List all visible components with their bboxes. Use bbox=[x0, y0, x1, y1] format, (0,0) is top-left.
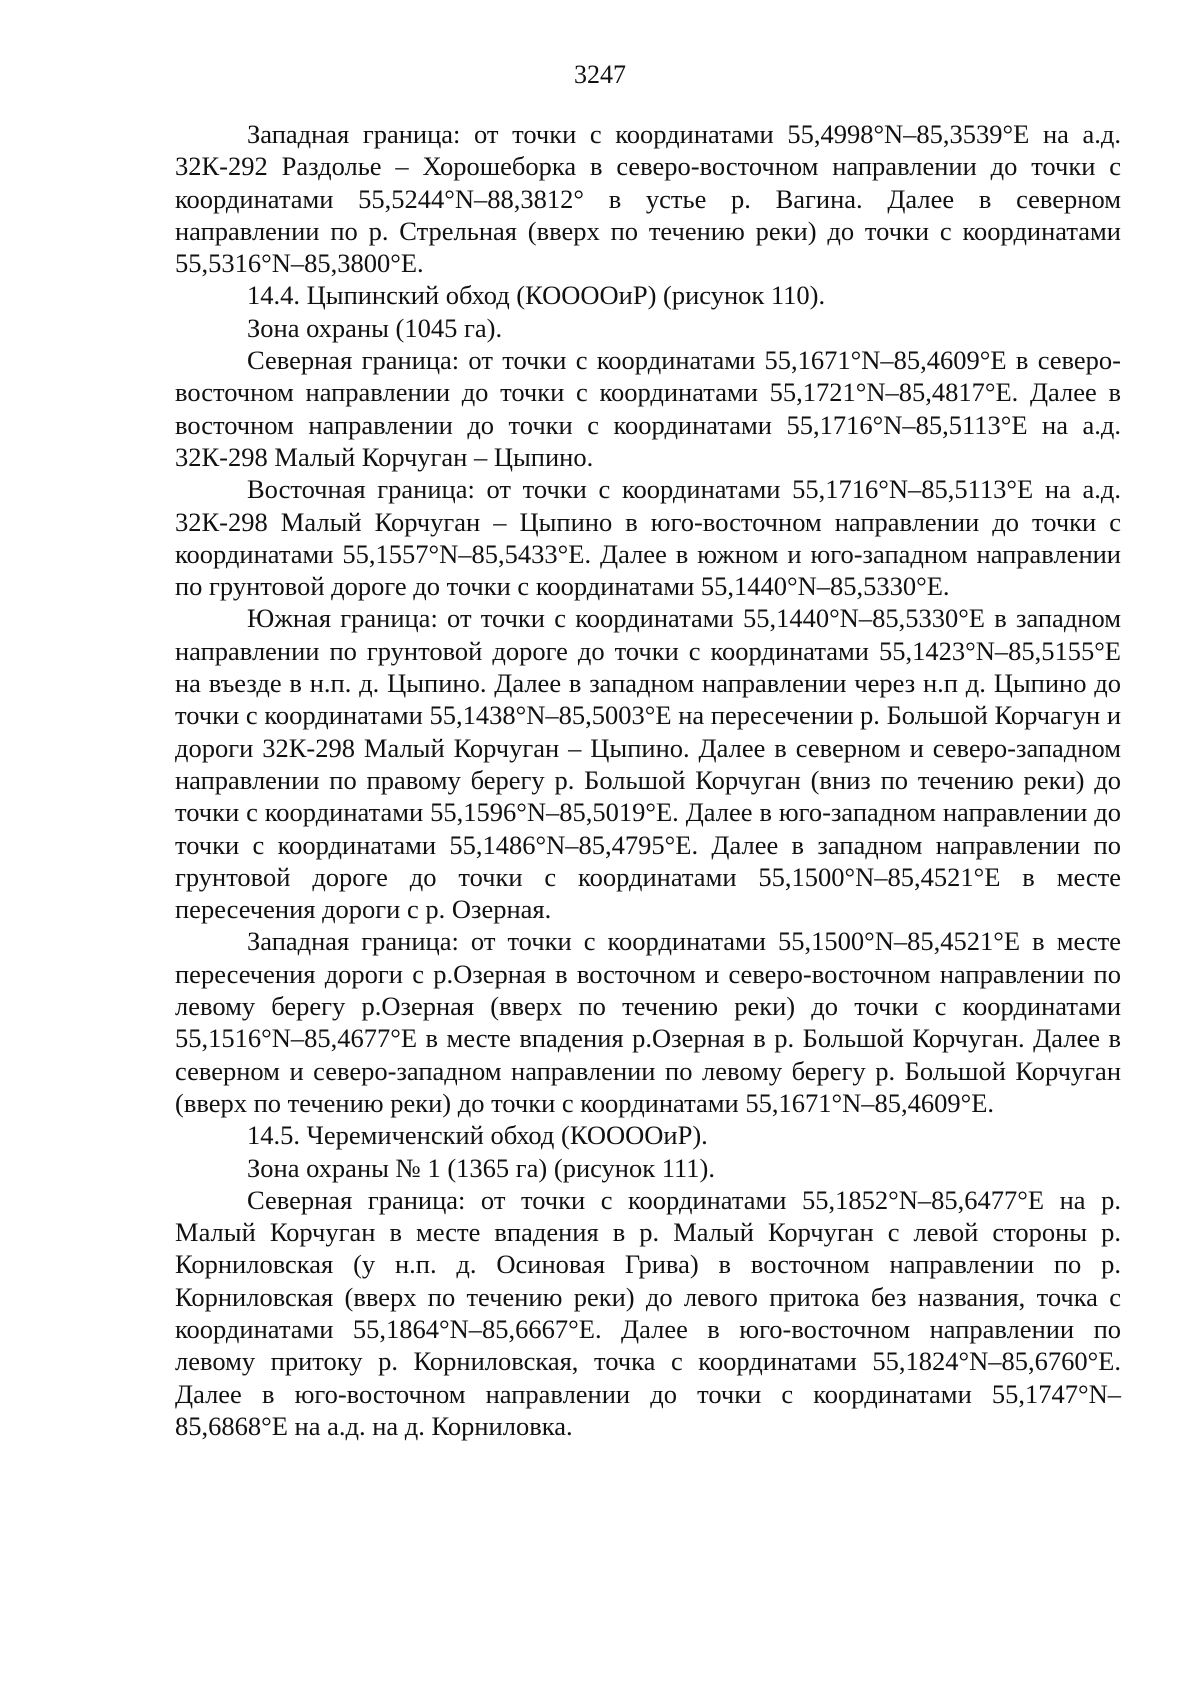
section-heading-14-5: 14.5. Черемиченский обход (КООООиР). bbox=[247, 1120, 708, 1151]
paragraph-west-border-previous: Западная граница: от точки с координатами 55,4998°N–85,3539°E на а.д. 32К-292 Раздолье – Хорошеборка в северо-восточном направлении до точки с координатами 55,5244°N–88,3812° в устье р. Вагина. Далее в северном направлении по р. Стрельная (вверх по течению реки) до точки с координатами 55,5316°N–85,3800°E. bbox=[175, 119, 1121, 279]
paragraph-east-border: Восточная граница: от точки с координатами 55,1716°N–85,5113°E на а.д. 32К-298 Малый Корчуган – Цыпино в юго-восточном направлении до точки с координатами 55,1557°N–85,5433°E. Далее в южном и юго-западном направлении по грунтовой дороге до точки с координатами 55,1440°N–85,5330°E. bbox=[175, 474, 1121, 602]
page-number: 3247 bbox=[574, 60, 626, 89]
paragraph-north-border-zone-1: Северная граница: от точки с координатами 55,1852°N–85,6477°E на р. Малый Корчуган в месте впадения в р. Малый Корчуган с левой стороны р. Корниловская (у н.п. д. Осиновая Грива) в восточном направлении по р. Корниловская (вверх по течению реки) до левого притока без названия, точка с координатами 55,1864°N–85,6667°E. Далее в юго-восточном направлении по левому притоку р. Корниловская, точка с координатами 55,1824°N–85,6760°E. Далее в юго-восточном направлении до точки с координатами 55,1747°N–85,6868°E на а.д. на д. Корниловка. bbox=[175, 1184, 1121, 1441]
protection-zone-heading: Зона охраны (1045 га). bbox=[247, 312, 503, 343]
document-body bbox=[175, 118, 1121, 1442]
section-heading-14-4: 14.4. Цыпинский обход (КООООиР) (рисунок 110). bbox=[247, 280, 826, 311]
paragraph-west-border: Западная граница: от точки с координатами 55,1500°N–85,4521°E в месте пересечения дороги с р.Озерная в восточном и северо-восточном направлении по левому берегу р.Озерная (вверх по течению реки) до точки с координатами 55,1516°N–85,4677°E в месте впадения р.Озерная в р. Большой Корчуган. Далее в северном и северо-западном направлении по левому берегу р. Большой Корчуган (вверх по течению реки) до точки с координатами 55,1671°N–85,4609°E. bbox=[175, 926, 1121, 1118]
paragraph-north-border: Северная граница: от точки с координатами 55,1671°N–85,4609°E в северо-восточном направлении до точки с координатами 55,1721°N–85,4817°E. Далее в восточном направлении до точки с координатами 55,1716°N–85,5113°E на а.д. 32К-298 Малый Корчуган – Цыпино. bbox=[175, 345, 1121, 472]
paragraph-south-border: Южная граница: от точки с координатами 55,1440°N–85,5330°E в западном направлении по грунтовой дороге до точки с координатами 55,1423°N–85,5155°E на въезде в н.п. д. Цыпино. Далее в западном направлении через н.п д. Цыпино до точки с координатами 55,1438°N–85,5003°E на пересечении р. Большой Корчагун и дороги 32К-298 Малый Корчуган – Цыпино. Далее в северном и северо-западном направлении по правому берегу р. Большой Корчуган (вниз по течению реки) до точки с координатами 55,1596°N–85,5019°E. Далее в юго-западном направлении до точки с координатами 55,1486°N–85,4795°E. Далее в западном направлении по грунтовой дороге до точки с координатами 55,1500°N–85,4521°E в месте пересечения дороги с р. Озерная. bbox=[175, 603, 1121, 925]
protection-zone-1-heading: Зона охраны № 1 (1365 га) (рисунок 111). bbox=[247, 1152, 715, 1183]
